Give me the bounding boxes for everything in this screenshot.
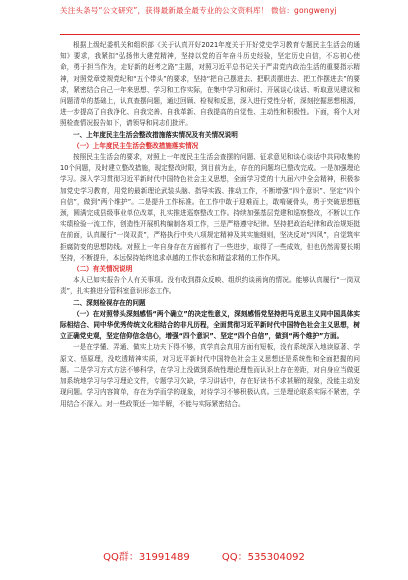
footer-qq: QQ：535304092: [221, 552, 305, 563]
body-paragraph: 按照民主生活会的要求，对照上一年度民主生活会查摆的问题、征求意见和谈心谈话中共同收集的10个问题，及时建立整改措施，现定整改时限，到目前为止，存在的问题均已整改完成。一是加强理论学习。深入学习贯彻习近平新时代中国特色社会主义思想，全面学习党的十九届六中全会精神，积极参加党史学习教育，用党的最新理论武装头脑、指导实践、推动工作，不断增强“四个意识”、坚定“四个自信”，做到“两个维护”。二是提升工作标准。在工作中敢于迎难而上，敢啃硬骨头，勇于突破思想瓶颈，圆满完成县级事业单位改革，扎实推进巡察整改工作。持续加强基层党建和巡察整改，不断以工作实绩检验一流工作，创造性开展机构编制各项工作，三是严格遵守纪律。坚持把政治纪律和政治规矩挺在前面，认真履行“一岗双责”，严格执行中央八项规定精神及其实施细则，坚决反对“四风”，自觉筑牢拒腐防变的思想防线。对照上一年自身存在方面都有了一些进步，取得了一些成效，但也仍然需要长期坚持，不断提升，本远保持始终追求卓越的工作状态和精益求精的工作作风。: [60, 153, 360, 262]
page-footer: [0, 548, 408, 563]
subsection-heading: （一）上年度民主生活会整改措施落实情况: [73, 141, 199, 150]
section-heading: 二、深刻检视存在的问题: [73, 298, 146, 307]
emphasis-paragraph: （一）在对照带头深刻感悟“两个确立”的决定性意义，深刻感悟党坚持把马克思主义同中国具体实际相结合、同中华优秀传统文化相结合的非凡历程，全面贯彻习近平新时代中国特色社会主义思想，树立正确党史观，坚定信仰信念信心，增强“四个意识”、坚定“四个自信”，做到“两个维护”方面。: [60, 309, 360, 341]
footer-qq-group: QQ群：31991489: [103, 552, 190, 563]
header-notice: 关注头条号“公文研究”，获得最新最全最专业的公文资料库！ 微信：gongwenyj: [60, 6, 337, 15]
body-paragraph: 根据上级纪委机关和组织部《关于认真开好2021年度关于开好党史学习教育专题民主生活会的通知》要求，我紧扣“弘扬伟大建党精神，坚持以党的百年奋斗历史经验，坚定历史自信，不忘初心使命，勇于担当作为，走好新的赶考之路”主题，对照习近平总书记关于严肃党内政治生活的重要指示精神，对照党章党规党纪和“五个带头”的要求，坚持“把自己摆进去、把职责摆进去、把工作摆进去”的要求，紧密结合自己一年来思想、学习和工作实际，在集中学习和研讨、开展谈心谈话、听取意见建议和问题清单的基础上，认真查摆问题，通过回顾、检视和反思，深入进行党性分析，深刻挖掘思想根源，进一步提高了自我净化、自我完善、自我革新、自我提高的自觉性、主动性和积极性。下面，将个人对照检查情况报告如下，请领导和同志们批评。: [60, 41, 360, 128]
document-body: [60, 40, 360, 545]
subsection-heading: （二）有关情况说明: [73, 265, 133, 274]
page-header: [60, 6, 360, 36]
section-heading: 一、上年度民主生活会整改措施落实情况及有关情况说明: [73, 130, 238, 139]
header-rule: [60, 34, 360, 35]
body-paragraph: 一是在学懂、弄通、做实上功夫下得不够，真学真会真用方面有短板，没有系统深入地读原著、学原文、悟原理，没吃透精神实质，对习近平新时代中国特色社会主义思想还是系统性和全面把握的问题。二是学习方式方法不够科学，在学习上没做到系统性理论理性而认识上存在差距，对自身应当做更加系统地学习与学习理论文件，专题学习欠缺，学习讲话中，存在好读书不求甚解的现象，没能主动发现问题。学习内容简单，存在为学而学的现象，对待学习不够积极认真。三是理论联系实际不紧密，学用结合不深入。对一些政策还一知半解，不能与实际紧密结合。: [60, 343, 360, 408]
body-paragraph: 本人已如实报告个人有关事项。没有收到群众反映、组织约谈函询的情况。能够认真履行“一岗双责”，扎实推进分管科室意识形态工作。: [60, 276, 360, 296]
